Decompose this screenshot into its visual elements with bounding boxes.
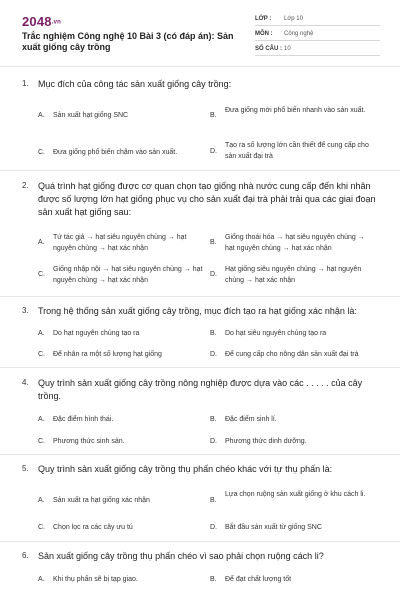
meta-count xyxy=(255,44,380,56)
option-letter: B. xyxy=(210,416,217,423)
question-number: 5. xyxy=(22,464,29,473)
option-letter: C. xyxy=(38,149,45,156)
meta-class xyxy=(255,14,380,26)
logo-tld: .vn xyxy=(51,19,62,26)
question-divider xyxy=(0,367,400,368)
meta-subject-key: MÔN : xyxy=(255,31,273,37)
option-text: Tạo ra số lượng lớn cần thiết để cung cấp cho sản xuất đại trà xyxy=(225,142,369,160)
option-letter: D. xyxy=(210,148,217,155)
option-text: Để cung cấp cho nông dân sản xuất đại trà xyxy=(225,351,359,358)
question-number: 2. xyxy=(22,181,29,190)
option-text: Để nhân ra một số lượng hạt giống xyxy=(53,351,162,358)
option-letter: B. xyxy=(210,497,217,504)
question-number: 3. xyxy=(22,306,29,315)
question-text: Mục đích của công tác sản xuất giống cây trồng: xyxy=(38,79,232,89)
option-letter: A. xyxy=(38,416,45,423)
option-letter: B. xyxy=(210,330,217,337)
option-text: Khi thụ phấn sẽ bị tạp giao. xyxy=(53,576,138,583)
option-text: Tứ tác giả → hạt siêu nguyên chủng → hạt nguyên chủng → hạt xác nhận xyxy=(53,234,187,252)
question-number: 4. xyxy=(22,378,29,387)
option-letter: D. xyxy=(210,351,217,358)
option-text: Hạt giống siêu nguyên chủng → hạt nguyên chủng → hạt xác nhận xyxy=(225,266,362,284)
option-text: Giống thoái hóa → hạt siêu nguyên chủng → hạt nguyên chủng → hạt xác nhận xyxy=(225,234,365,252)
option-letter: C. xyxy=(38,271,45,278)
option-letter: B. xyxy=(210,112,217,119)
option-letter: B. xyxy=(210,576,217,583)
question-text: Trong hệ thống sản xuất giống cây trồng, mục đích tạo ra hạt giống xác nhận là: xyxy=(38,306,357,316)
option-letter: D. xyxy=(210,524,217,531)
option-letter: C. xyxy=(38,524,45,531)
option-text: Sản xuất ra hạt giống xác nhận xyxy=(53,497,150,504)
question-text: Quy trình sản xuất giống cây trồng nông nghiệp được dựa vào các . . . . . của cây trồng. xyxy=(38,378,363,401)
header-divider xyxy=(0,66,400,67)
option-text: Chọn lọc ra các cây ưu tú xyxy=(53,524,133,531)
option-letter: A. xyxy=(38,576,45,583)
meta-subject-value: Công nghệ xyxy=(284,31,314,37)
option-letter: A. xyxy=(38,497,45,504)
option-text: Đưa giống mới phổ biến nhanh vào sản xuất. xyxy=(225,107,366,114)
meta-class-value: Lớp 10 xyxy=(284,16,303,22)
site-logo[interactable] xyxy=(22,14,61,29)
question-number: 6. xyxy=(22,551,29,560)
option-text: Đặc điểm hình thái. xyxy=(53,416,114,423)
meta-count-key: SỐ CÂU : xyxy=(255,46,282,52)
option-text: Đưa giống phổ biến chậm vào sản xuất. xyxy=(53,149,178,156)
question-divider xyxy=(0,296,400,297)
option-text: Phương thức dinh dưỡng. xyxy=(225,438,307,445)
option-text: Lựa chọn ruộng sản xuất giống ở khu cách li. xyxy=(225,491,366,498)
option-text: Do hạt siêu nguyên chủng tạo ra xyxy=(225,330,327,337)
page-header xyxy=(0,0,400,66)
meta-count-value: 10 xyxy=(284,46,291,52)
question-divider xyxy=(0,170,400,171)
logo-text: 2048 xyxy=(22,14,52,29)
question-text: Quá trình hạt giống được cơ quan chọn tạo giống nhà nước cung cấp đến khi nhân được số lượng lớn hạt giống phục vụ cho sản xuất đại trà phải trải qua các giai đoạn sản xuất hạt giống sau: xyxy=(38,181,376,217)
option-letter: D. xyxy=(210,271,217,278)
option-letter: A. xyxy=(38,239,45,246)
page-title: Trắc nghiệm Công nghệ 10 Bài 3 (có đáp án): Sản xuất giống cây trồng xyxy=(22,31,234,52)
option-text: Đặc điểm sinh lí. xyxy=(225,416,277,423)
meta-subject xyxy=(255,29,380,41)
option-letter: B. xyxy=(210,239,217,246)
question-divider xyxy=(0,541,400,542)
option-letter: A. xyxy=(38,112,45,119)
question-text: Quy trình sản xuất giống cây trồng thụ phấn chéo khác với tự thụ phấn là: xyxy=(38,464,333,474)
question-number: 1. xyxy=(22,79,29,88)
option-text: Để đạt chất lượng tốt xyxy=(225,576,292,583)
option-letter: D. xyxy=(210,438,217,445)
option-text: Phương thức sinh sản. xyxy=(53,438,125,445)
option-text: Do hạt nguyên chủng tạo ra xyxy=(53,330,140,337)
option-text: Sản xuất hạt giống SNC xyxy=(53,112,129,119)
meta-class-key: LỚP : xyxy=(255,16,272,22)
question-divider xyxy=(0,454,400,455)
option-text: Bắt đầu sản xuất từ giống SNC xyxy=(225,524,322,531)
option-letter: C. xyxy=(38,438,45,445)
option-text: Giống nhập nội → hạt siêu nguyên chủng → hạt nguyên chủng → hạt xác nhận xyxy=(53,266,203,284)
question-text: Sản xuất giống cây trồng thụ phấn chéo vì sao phải chọn ruộng cách li? xyxy=(38,551,324,561)
option-letter: A. xyxy=(38,330,45,337)
option-letter: C. xyxy=(38,351,45,358)
